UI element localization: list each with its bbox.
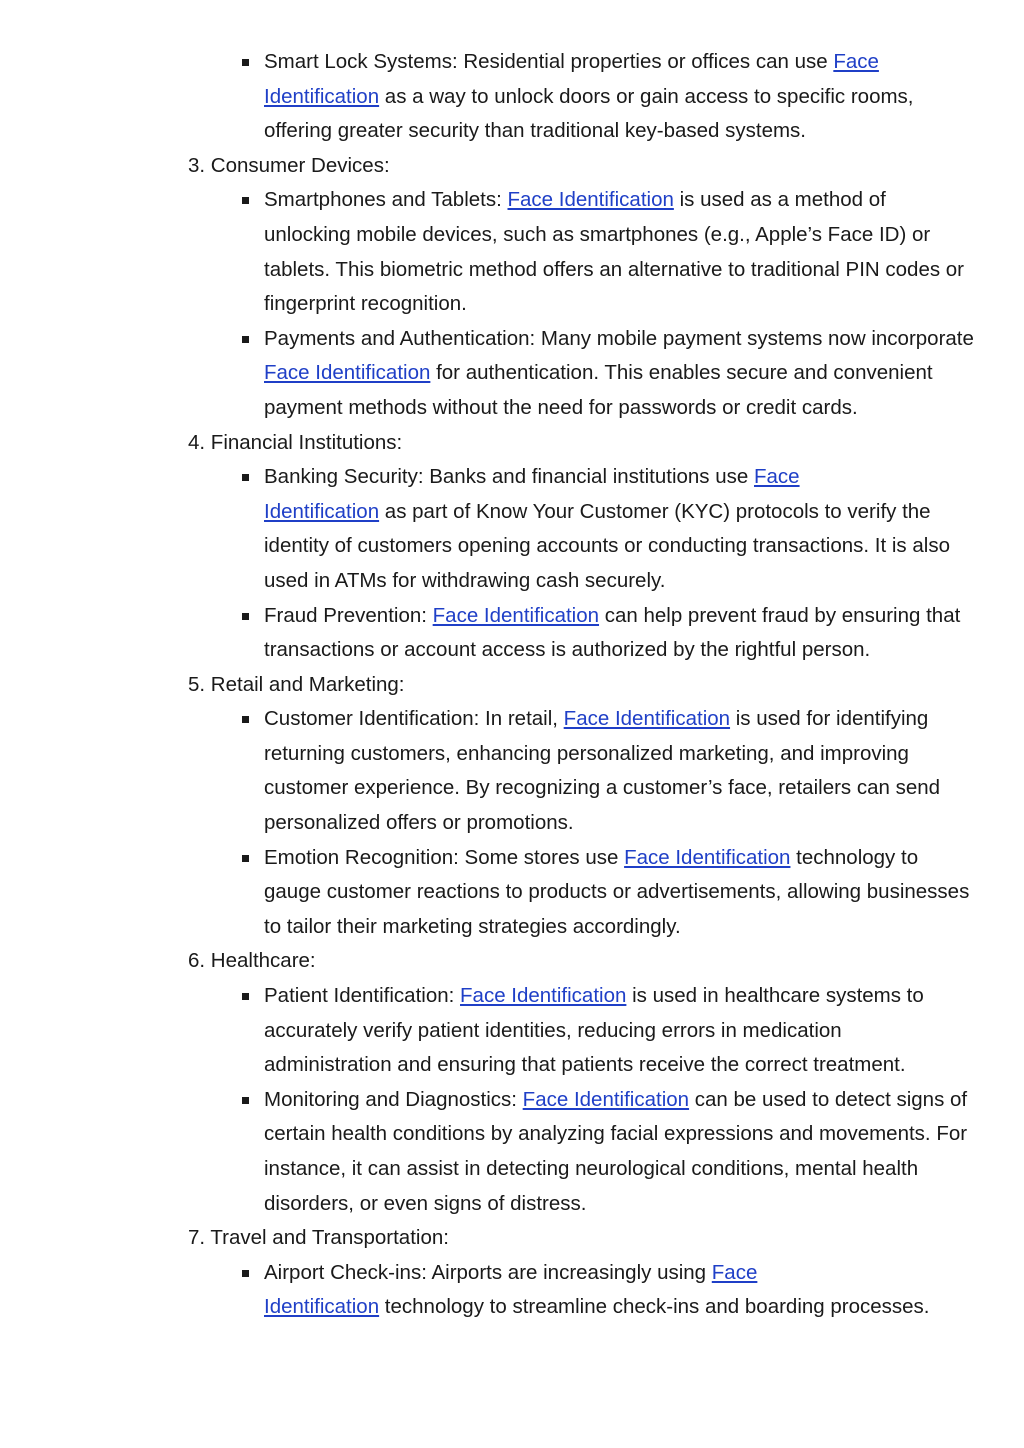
list-item <box>264 1256 974 1325</box>
face-identification-link[interactable]: Face Identification <box>522 1087 690 1111</box>
face-identification-link[interactable]: Face <box>754 465 800 489</box>
face-identification-link[interactable]: Identification <box>264 1295 380 1319</box>
item-text: as part of Know Your Customer (KYC) protocols to verify the identity of customers opening accounts or conducting transactions. It is also used in ATMs for withdrawing cash securely. <box>264 499 950 592</box>
list-item <box>264 599 974 668</box>
item-text: Customer Identification: In retail, <box>264 707 564 731</box>
bullet-list <box>0 460 1024 668</box>
item-text: Smartphones and Tablets: <box>264 188 508 212</box>
continued-bullet-list <box>0 45 1024 149</box>
face-identification-link[interactable]: Identification <box>264 499 380 523</box>
list-item <box>264 460 974 598</box>
list-item <box>264 1083 974 1221</box>
face-identification-link[interactable]: Face Identification <box>460 984 627 1008</box>
item-text: Emotion Recognition: Some stores use <box>264 845 625 869</box>
list-item <box>264 45 974 149</box>
face-identification-link[interactable]: Face Identification <box>432 603 600 627</box>
item-text: Airport Check-ins: Airports are increasingly using <box>264 1260 712 1284</box>
face-identification-link[interactable]: Face Identification <box>624 845 791 869</box>
list-item <box>264 979 974 1083</box>
face-identification-link[interactable]: Face <box>833 50 879 73</box>
item-text: technology to gauge customer reactions to products or advertisements, allowing businesses to tailor their marketing strategies accordingly. <box>264 845 970 938</box>
item-text: as a way to unlock doors or gain access to specific rooms, offering greater security than traditional key-based systems. <box>264 84 914 143</box>
item-text: is used as a method of unlocking mobile devices, such as smartphones (e.g., Apple’s Face ID) or tablets. This biometric method offers an alternative to traditional PIN codes or fingerprint recognition. <box>264 188 965 316</box>
list-item <box>264 702 974 840</box>
section-retail-marketing <box>0 668 1024 945</box>
item-text: can help prevent fraud by ensuring that transactions or account access is authorized by the rightful person. <box>264 603 961 662</box>
section-heading: 5. Retail and Marketing: <box>188 672 405 696</box>
item-text: Patient Identification: <box>264 984 461 1008</box>
item-text: technology to streamline check-ins and boarding processes. <box>379 1295 930 1319</box>
section-heading: 3. Consumer Devices: <box>188 153 390 177</box>
item-text: Monitoring and Diagnostics: <box>264 1087 523 1111</box>
face-identification-link[interactable]: Face <box>711 1260 758 1284</box>
list-item <box>264 322 974 426</box>
item-text: can be used to detect signs of certain health conditions by analyzing facial expressions and movements. For instance, it can assist in detecting neurological conditions, mental health disorders, or even signs of distress. <box>264 1087 968 1215</box>
face-identification-link[interactable]: Face Identification <box>264 361 431 385</box>
list-item <box>264 183 974 321</box>
bullet-list <box>0 702 1024 944</box>
bullet-list <box>0 183 1024 425</box>
face-identification-link[interactable]: Face Identification <box>507 188 674 212</box>
bullet-list <box>0 1256 1024 1325</box>
item-text: Smart Lock Systems: Residential properties or offices can use <box>264 50 834 73</box>
list-item <box>264 841 974 945</box>
section-travel-transportation <box>0 1221 1024 1325</box>
item-text: is used for identifying returning customers, enhancing personalized marketing, and improving customer experience. By recognizing a customer’s face, retailers can send personalized offers or promotions. <box>264 707 941 835</box>
section-financial-institutions <box>0 426 1024 668</box>
face-identification-link[interactable]: Identification <box>264 84 380 108</box>
bullet-list <box>0 979 1024 1221</box>
item-text: Payments and Authentication: Many mobile payment systems now incorporate <box>264 326 974 350</box>
item-text: is used in healthcare systems to accurately verify patient identities, reducing errors in medication administration and ensuring that patients receive the correct treatment. <box>264 984 924 1077</box>
item-text: for authentication. This enables secure and convenient payment methods without the need for passwords or credit cards. <box>264 361 933 419</box>
item-text: Fraud Prevention: <box>264 603 433 627</box>
face-identification-link[interactable]: Face Identification <box>563 707 731 731</box>
section-heading: 7. Travel and Transportation: <box>188 1226 449 1250</box>
section-heading: 4. Financial Institutions: <box>188 430 403 454</box>
item-text: Banking Security: Banks and financial institutions use <box>264 465 754 489</box>
document-page <box>0 45 1024 1325</box>
section-healthcare <box>0 944 1024 1221</box>
section-consumer-devices <box>0 149 1024 426</box>
section-heading: 6. Healthcare: <box>188 949 316 973</box>
